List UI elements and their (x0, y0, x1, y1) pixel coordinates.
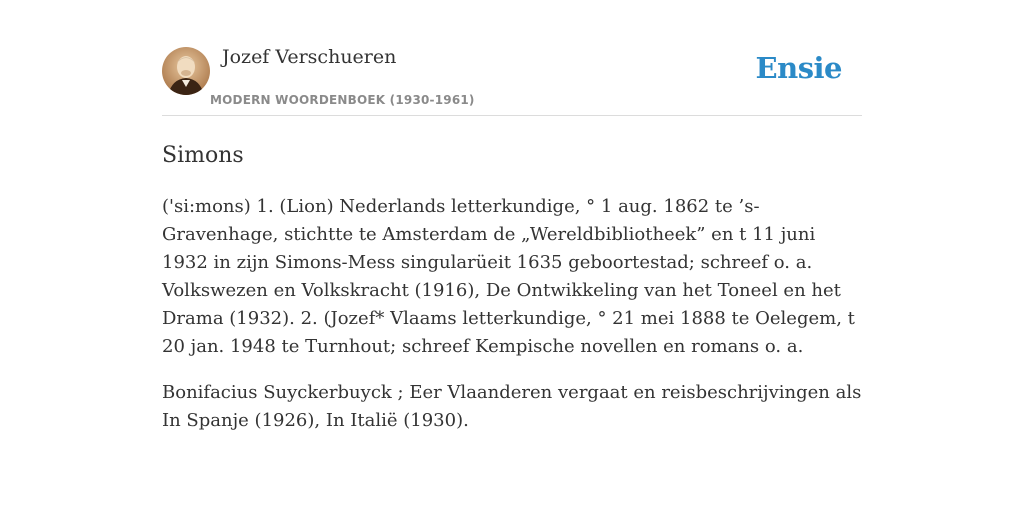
entry-paragraph: ('si:mons) 1. (Lion) Nederlands letterkundige, ° 1 aug. 1862 te ’s-Gravenhage, stichtte te Amsterdam de „Wereldbibliotheek” en t 11 juni 1932 in zijn Simons-Mess singularüeit 1635 geboortestad; schreef o. a. Volkswezen en Volkskracht (1916), De Ontwikkeling van het Toneel en het Drama (1932). 2. (Jozef* Vlaams letterkundige, ° 21 mei 1888 te Oelegem, t 20 jan. 1948 te Turnhout; schreef Kempische novellen en romans o. a. (162, 196, 855, 357)
entry-header (162, 45, 862, 116)
page (162, 0, 862, 435)
entry-title: Simons (162, 143, 244, 168)
author-portrait-icon (162, 47, 210, 95)
author-avatar[interactable] (162, 47, 210, 95)
dictionary-source[interactable]: MODERN WOORDENBOEK (1930-1961) (210, 93, 475, 107)
ensie-logo[interactable]: Ensie (755, 51, 842, 85)
entry-paragraph: Bonifacius Suyckerbuyck ; Eer Vlaanderen vergaat en reisbeschrijvingen als In Spanje (1926), In Italië (1930). (162, 382, 862, 431)
entry-content (162, 193, 862, 435)
author-name[interactable]: Jozef Verschueren (222, 46, 397, 68)
